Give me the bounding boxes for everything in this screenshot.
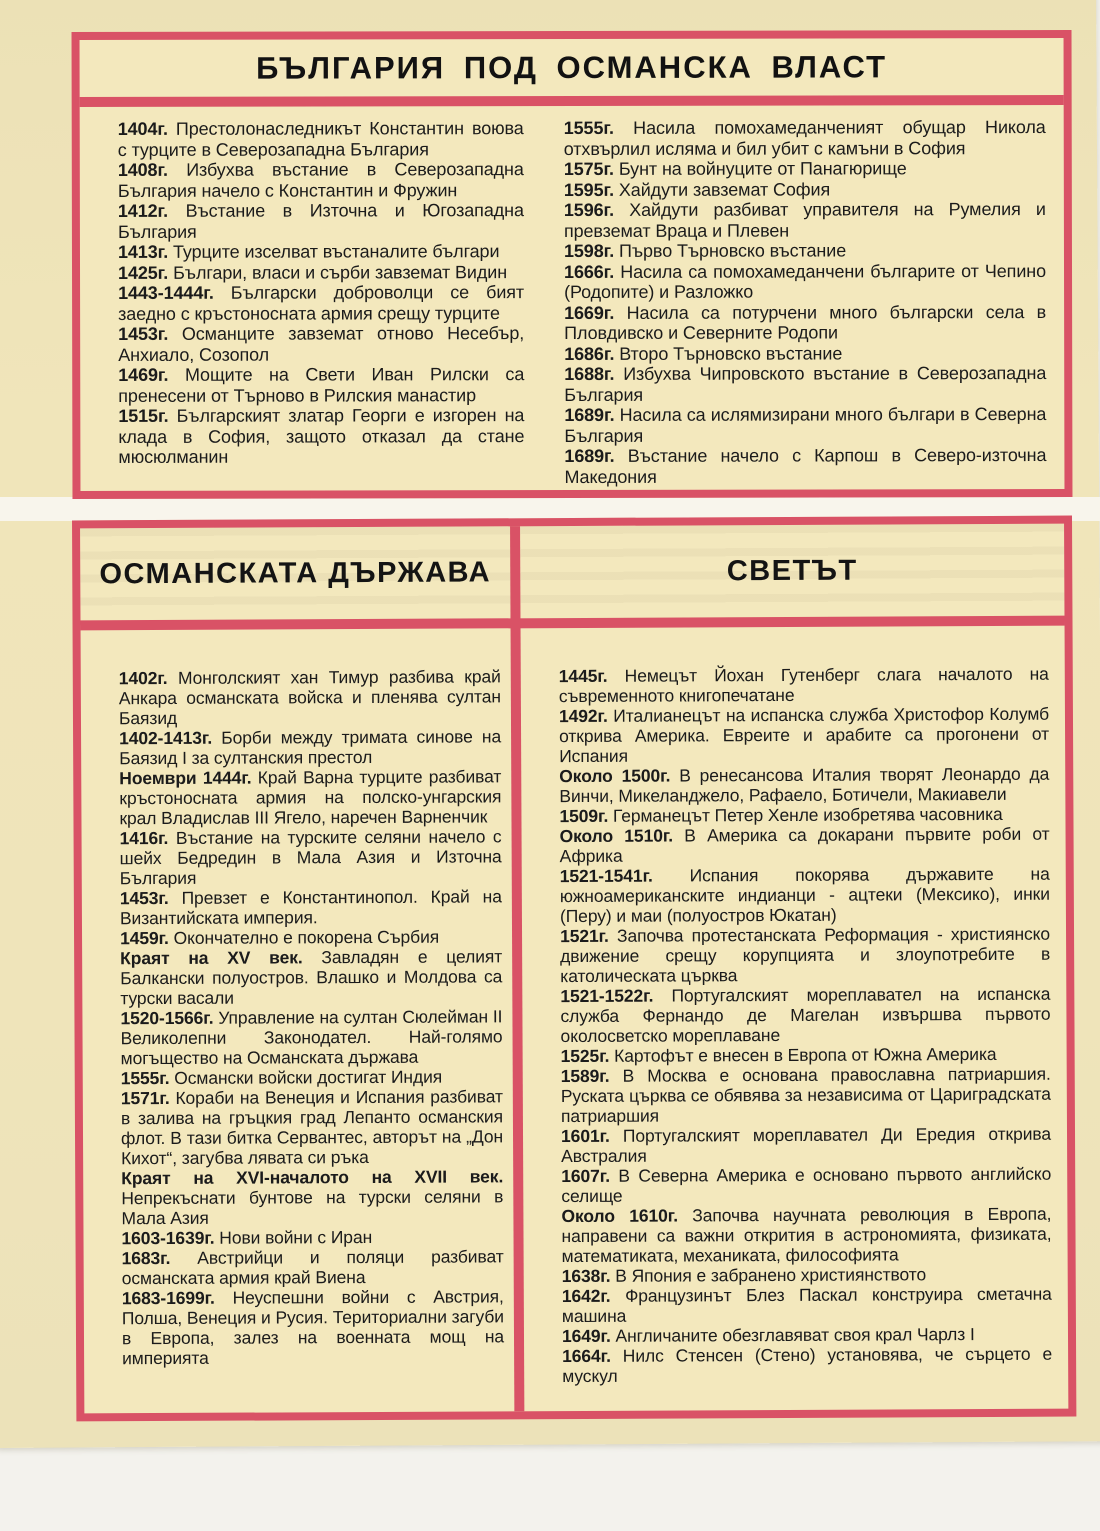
entry-year: 1521г.	[559, 925, 618, 947]
header-cell-world	[520, 524, 1064, 619]
timeline-entry	[562, 1344, 1052, 1386]
world-heading: СВЕТЪТ	[726, 554, 858, 587]
timeline-entry	[560, 984, 1050, 1046]
entry-text: Немецът Йохан Гутенберг слага началото на съвременното книгопечатане	[558, 663, 1049, 707]
entry-year: 1555г.	[120, 1067, 175, 1089]
timeline-entry	[564, 117, 1046, 159]
entry-year: 1575г.	[563, 158, 619, 180]
entry-text: Кораби на Венеция и Испания разбиват в залива на гръцкия град Лепанто османския флот. В тази битка Сервантес, авторът на „Дон Кихот“, загубва лявата си ръка	[120, 1086, 504, 1169]
entry-text: В Северна Америка е основано първото английско селище	[561, 1163, 1052, 1207]
entry-year: Около 1510г.	[559, 825, 685, 847]
entry-text: Започва протестанската Реформация - християнско движение срещу корупцията и злоупотребите в католическата църква	[560, 923, 1051, 987]
timeline-entry	[118, 405, 524, 467]
timeline-entry	[118, 282, 524, 324]
entry-year: 1607г.	[561, 1165, 619, 1187]
entry-text: Австрийци и поляци разбиват османската армия край Виена	[121, 1246, 504, 1289]
timeline-column-left	[118, 118, 525, 495]
entry-year: 1521-1522г.	[560, 985, 672, 1007]
entry-text: Германецът Петер Хенле изобретява часовника	[612, 803, 1003, 826]
entry-text: В ренесансова Италия творят Леонардо да Винчи, Микеланджело, Рафаело, Ботичели, Макиавели	[559, 763, 1050, 807]
timeline-column-ottoman-state	[81, 628, 515, 1413]
timeline-column-world	[521, 626, 1069, 1412]
timeline-entry	[120, 1006, 502, 1068]
timeline-entry	[118, 262, 524, 283]
entry-year: 1525г.	[560, 1045, 615, 1067]
entry-year: 1445г.	[558, 665, 625, 687]
entry-text: Българи, власи и сърби завземат Видин	[173, 261, 508, 283]
timeline-entry	[561, 1064, 1051, 1126]
entry-text: Борби между тримата синове на Баязид I за султанския престол	[119, 726, 502, 769]
ottoman-state-heading: ОСМАНСКАТА ДЪРЖАВА	[99, 555, 492, 590]
entry-text: Управление на султан Сюлейман II Великолепни Законодател. Най-голямо могъщество на Османската държава	[120, 1006, 503, 1069]
timeline-entry	[559, 704, 1049, 766]
entry-year: 1683г.	[121, 1247, 198, 1269]
entry-text: Хайдути разбиват управителя на Румелия и превземат Враца и Плевен	[563, 199, 1046, 241]
entry-year: 1689г.	[564, 445, 628, 467]
entry-text: Хайдути завземат София	[618, 178, 831, 200]
entry-text: Започва научната революция в Европа, направени са важни открития в астрономията, физиката, математиката, механиката, философията	[561, 1203, 1052, 1267]
timeline-entry	[560, 824, 1050, 866]
entry-text: Въстание начело с Карпош в Северо-източна Македония	[564, 445, 1047, 487]
timeline-entry	[564, 158, 1046, 180]
timeline-entry	[120, 926, 502, 948]
entry-text: Картофът е внесен в Европа от Южна Америка	[614, 1043, 997, 1066]
entry-text: Мощите на Свети Иван Рилски са пренесени от Търново в Рилския манастир	[118, 364, 525, 406]
entry-year: 1413г.	[117, 241, 174, 262]
timeline-entry	[564, 343, 1046, 365]
entry-text: Французинът Блез Паскал конструира сметачна машина	[561, 1283, 1052, 1327]
entry-text: Превзет е Константинопол. Край на Византийската империя.	[119, 886, 502, 929]
entry-year: Краят на XVI-началото на XVII век.	[121, 1166, 504, 1189]
entry-year: 1443-1444г.	[118, 282, 231, 303]
entry-text: Български доброволци се бият заедно с кръстоносната армия срещу турците	[118, 282, 525, 324]
entry-year: 1453г.	[119, 887, 182, 909]
timeline-entry	[561, 1044, 1051, 1066]
timeline-entry	[561, 1164, 1051, 1206]
timeline-column-right	[564, 117, 1047, 494]
entry-text: В Москва е основана православна патриаршия. Руската църква се обявява за независима от Цариградската патриаршия	[560, 1063, 1051, 1127]
timeline-entry	[120, 826, 502, 888]
timeline-entry	[564, 261, 1046, 303]
timeline-entry	[559, 804, 1049, 826]
entry-text: Испания покорява държавите на южноамериканските индианци - ацтеки (Мексико), инки (Перу) и маи (полуостров Юкатан)	[559, 863, 1050, 927]
timeline-entry	[121, 1086, 503, 1168]
entry-text: Второ Търновско въстание	[619, 342, 843, 364]
timeline-entry	[119, 726, 501, 768]
entry-text: Турците изселват въстаналите българи	[172, 241, 500, 262]
entry-year: 1664г.	[562, 1345, 623, 1367]
entry-text: Насила са помохамеданчени българите от Чепино (Родопите) и Разложко	[564, 260, 1047, 303]
timeline-entry	[562, 1284, 1052, 1326]
entry-text: В Америка са докарани първите роби от Африка	[559, 823, 1050, 867]
entry-year: 1408г.	[117, 159, 187, 180]
timeline-entry	[118, 323, 524, 365]
timeline-entry	[564, 363, 1046, 405]
entry-year: 1603-1639г.	[121, 1227, 220, 1249]
panel-bulgaria-under-ottoman-rule	[72, 30, 1073, 499]
entry-text: Край Варна турците разбиват кръстоносната армия на полско-унгарския крал Владислав III Ягело, наречен Варненчик	[119, 766, 502, 829]
entry-year: 1402г.	[118, 667, 178, 689]
entry-text: Османски войски достигат Индия	[174, 1066, 443, 1088]
entry-text: Бунт на войнуците от Панагюрище	[618, 158, 907, 179]
timeline-entry	[118, 200, 524, 242]
timeline-entry	[119, 666, 501, 728]
timeline-entry	[564, 302, 1046, 344]
timeline-entry	[561, 1124, 1051, 1166]
timeline-entry	[118, 118, 524, 160]
entry-text: Османците завземат отново Несебър, Анхиало, Созопол	[118, 323, 525, 365]
entry-year: 1469г.	[118, 364, 185, 385]
timeline-entry	[119, 766, 501, 828]
timeline-entry	[121, 1166, 503, 1228]
timeline-entry	[564, 240, 1046, 262]
entry-text: Насила са потурчени много български села в Пловдивско и Северните Родопи	[564, 301, 1047, 344]
entry-year: 1555г.	[563, 117, 634, 139]
timeline-entry	[118, 159, 524, 201]
entry-year: 1404г.	[117, 118, 176, 139]
page-title: БЪЛГАРИЯ ПОД ОСМАНСКА ВЛАСТ	[256, 48, 888, 86]
timeline-entry	[559, 664, 1049, 706]
entry-year: 1669г.	[564, 302, 627, 323]
entry-year: 1459г.	[119, 927, 174, 949]
timeline-entry	[118, 364, 524, 406]
entry-year: Около 1500г.	[559, 765, 680, 787]
timeline-entry	[120, 886, 502, 928]
entry-text: Италианецът на испанска служба Христофор Колумб открива Америка. Евреите и арабите са прогонени от Испания	[559, 703, 1050, 767]
panel-grid	[80, 524, 1068, 1414]
entry-year: 1638г.	[561, 1265, 616, 1287]
entry-year: 1412г.	[117, 200, 186, 221]
entry-text: Нилс Стенсен (Стено) установява, че сърцето е мускул	[562, 1343, 1053, 1387]
entry-text: В Япония е забранено християнството	[615, 1264, 927, 1286]
entry-text: Избухва Чипровското въстание в Северозападна България	[564, 363, 1047, 405]
entry-text: Насила помохамеданченият обущар Никола отхвърлил исляма и бил убит с камъни в София	[563, 117, 1046, 159]
entry-text: Непрекъснати бунтове на турски селяни в Мала Азия	[121, 1186, 504, 1229]
entry-text: Престолонаследникът Константин воюва с турците в Северозападна България	[117, 118, 524, 160]
entry-year: 1521-1541г.	[559, 865, 690, 887]
entry-year: 1688г.	[564, 363, 624, 385]
panel-body	[80, 105, 1065, 495]
entry-text: Въстание в Източна и Югозападна България	[117, 200, 524, 242]
timeline-entry	[559, 764, 1049, 806]
timeline-entry	[560, 864, 1050, 926]
entry-year: 1649г.	[561, 1325, 616, 1347]
entry-year: 1595г.	[563, 179, 619, 200]
panel-title-band	[80, 38, 1064, 97]
entry-text: Нови войни с Иран	[219, 1226, 373, 1248]
timeline-entry	[564, 199, 1046, 241]
timeline-entry	[561, 1204, 1051, 1266]
timeline-entry	[562, 1264, 1052, 1286]
entry-text: Първо Търновско въстание	[618, 240, 847, 261]
entry-text: Неуспешни войни с Австрия, Полша, Венеция и Русия. Териториални загуби в Европа, залез на военната мощ на империята	[121, 1286, 505, 1369]
panel-ottoman-state-and-world	[72, 516, 1076, 1422]
entry-year: 1425г.	[117, 262, 174, 283]
entry-text: Португалският мореплавател Ди Ередия открива Австралия	[561, 1123, 1052, 1167]
entry-year: 1642г.	[561, 1285, 626, 1307]
entry-year: 1416г.	[119, 827, 176, 849]
entry-year: 1689г.	[564, 404, 620, 426]
timeline-entry	[564, 404, 1046, 446]
entry-text: Монголският хан Тимур разбива край Анкара османската войска и пленява султан Баязид	[118, 666, 501, 729]
entry-year: 1683-1699г.	[121, 1287, 233, 1309]
entry-year: 1571г.	[120, 1087, 176, 1109]
timeline-entry	[120, 946, 502, 1008]
entry-year: Около 1610г.	[561, 1205, 693, 1227]
timeline-entry	[121, 1066, 503, 1088]
timeline-entry	[122, 1286, 504, 1368]
timeline-entry	[122, 1246, 504, 1288]
timeline-entry	[564, 179, 1046, 201]
entry-text: Португалският мореплавател на испанска служба Фернандо де Магелан извършва първото околосветско мореплаване	[560, 983, 1051, 1047]
entry-year: 1601г.	[560, 1125, 623, 1147]
entry-year: 1596г.	[563, 199, 630, 221]
entry-year: 1666г.	[563, 261, 621, 282]
entry-text: Българският златар Георги е изгорен на клада в София, защото отказал да стане мюсюлманин	[118, 405, 525, 467]
entry-text: Насила са ислямизирани много българи в Северна България	[564, 404, 1047, 446]
entry-text: Въстание на турските селяни начело с шейх Бедредин в Мала Азия и Източна България	[119, 826, 502, 889]
entry-year: 1520-1566г.	[120, 1007, 219, 1029]
entry-year: 1686г.	[564, 343, 620, 364]
timeline-entry	[562, 1324, 1052, 1346]
timeline-entry	[118, 241, 524, 262]
entry-year: 1453г.	[118, 323, 182, 344]
entry-year: 1515г.	[118, 405, 177, 426]
entry-text: Завладян е целият Балкански полуостров. Влашко и Молдова са турски васали	[120, 946, 503, 1009]
entry-text: Окончателно е покорена Сърбия	[173, 926, 440, 948]
timeline-entry	[564, 445, 1046, 487]
timeline-entry	[121, 1226, 503, 1248]
entry-year: 1589г.	[560, 1065, 623, 1087]
entry-year: 1402-1413г.	[119, 727, 222, 749]
entry-text: Избухва въстание в Северозападна България начело с Константин и Фружин	[117, 159, 524, 201]
entry-year: 1509г.	[559, 805, 614, 827]
entry-year: Краят на XV век.	[120, 947, 322, 969]
entry-year: 1598г.	[563, 240, 620, 262]
entry-year: 1492г.	[558, 705, 614, 727]
timeline-entry	[560, 924, 1050, 986]
entry-text: Англичаните обезглавяват своя крал Чарлз I	[615, 1324, 975, 1346]
entry-year: Ноември 1444г.	[119, 767, 258, 789]
header-cell-ottoman-state	[80, 526, 510, 620]
